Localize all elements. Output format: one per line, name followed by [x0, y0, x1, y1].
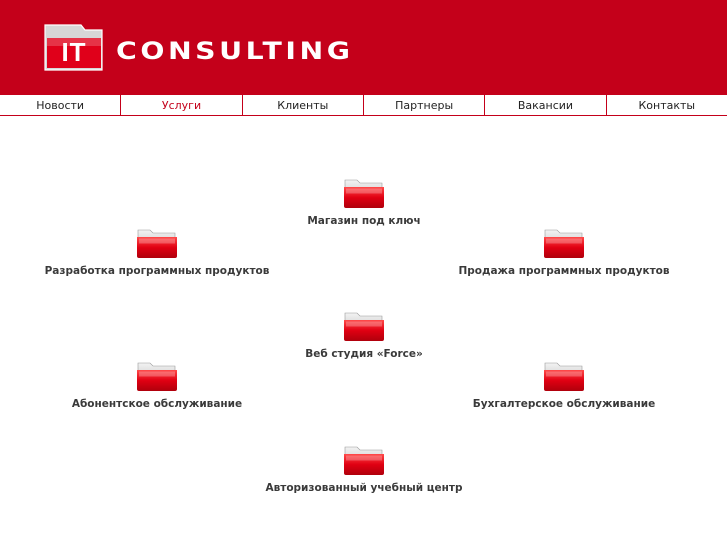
- folder-icon: [343, 444, 385, 476]
- folder-icon: [343, 177, 385, 209]
- nav-item-contacts[interactable]: Контакты: [638, 98, 696, 112]
- service-subscription-support[interactable]: [37, 360, 277, 410]
- service-software-sales[interactable]: [444, 227, 684, 277]
- service-accounting-support[interactable]: [444, 360, 684, 410]
- logo-wordmark: CONSULTING: [116, 37, 354, 65]
- service-label: Абонентское обслуживание: [71, 398, 243, 410]
- folder-icon: [343, 310, 385, 342]
- folder-icon: [136, 360, 178, 392]
- service-label: Бухгалтерское обслуживание: [472, 398, 656, 410]
- nav-item-news[interactable]: Новости: [0, 95, 121, 115]
- service-label: Продажа программных продуктов: [458, 265, 670, 277]
- folder-icon: [543, 227, 585, 259]
- service-label: Разработка программных продуктов: [44, 265, 270, 277]
- folder-icon: [136, 227, 178, 259]
- nav-item-services[interactable]: Услуги: [121, 95, 242, 115]
- nav-item-vacancies[interactable]: Вакансии: [485, 95, 606, 115]
- service-training-center[interactable]: [244, 444, 484, 494]
- service-software-development[interactable]: [37, 227, 277, 277]
- logo-mark: IT: [61, 36, 87, 67]
- service-label: Авторизованный учебный центр: [265, 482, 463, 494]
- service-label: Веб студия «Force»: [305, 348, 423, 360]
- service-label: Магазин под ключ: [307, 215, 421, 227]
- service-turnkey-shop[interactable]: [244, 177, 484, 227]
- main-nav: [0, 95, 727, 116]
- folder-icon: [543, 360, 585, 392]
- site-header: [0, 0, 727, 95]
- nav-item-partners[interactable]: Партнеры: [364, 95, 485, 115]
- service-web-studio[interactable]: [244, 310, 484, 360]
- site-logo[interactable]: [44, 24, 394, 74]
- nav-item-clients[interactable]: Клиенты: [243, 95, 364, 115]
